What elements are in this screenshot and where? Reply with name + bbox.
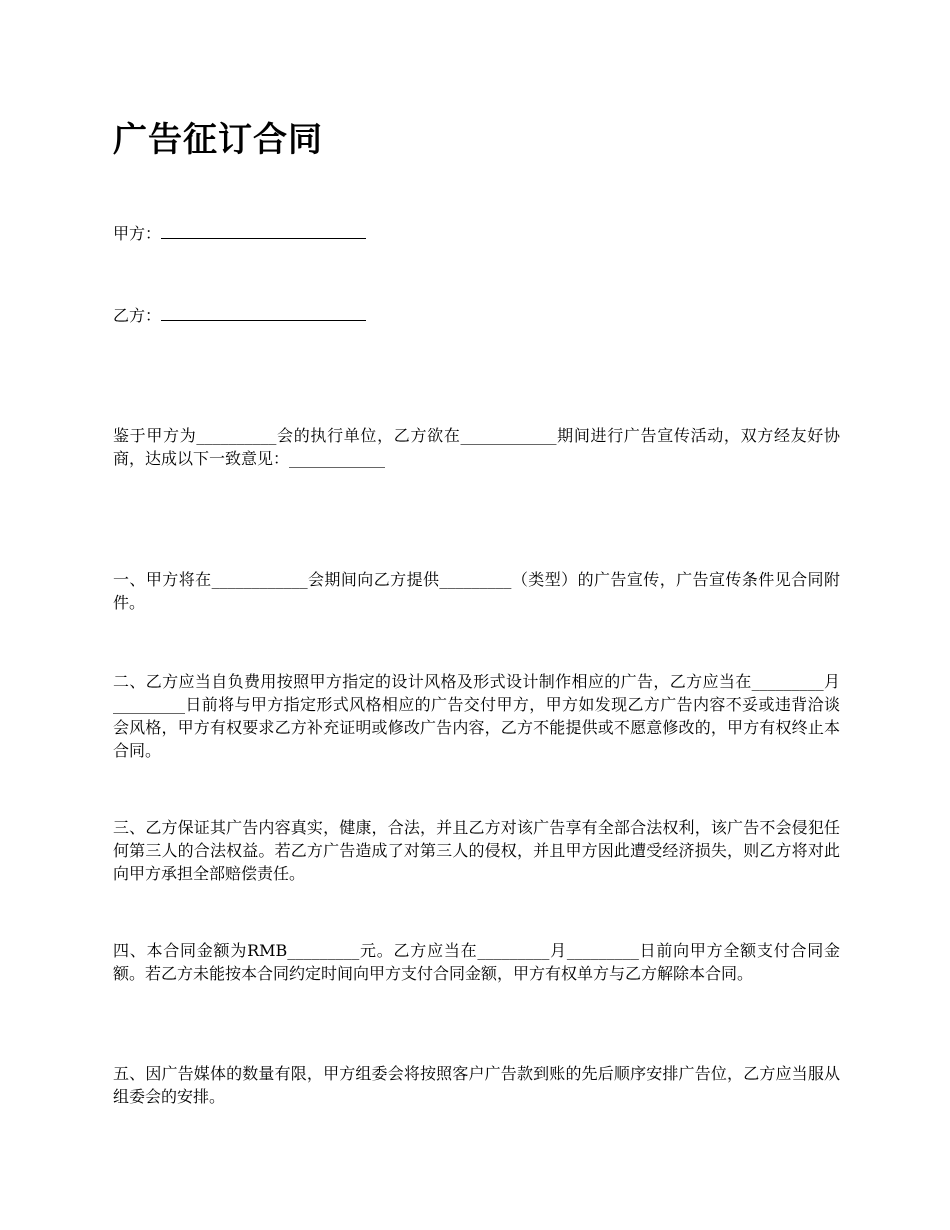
party-a-line xyxy=(113,222,366,245)
party-a-blank xyxy=(161,222,366,239)
party-b-blank xyxy=(161,304,366,321)
clause-5: 五、因广告媒体的数量有限，甲方组委会将按照客户广告款到账的先后顺序安排广告位，乙方应当服从组委会的安排。 xyxy=(113,1064,840,1106)
clause-3: 三、乙方保证其广告内容真实，健康，合法，并且乙方对该广告享有全部合法权利，该广告不会侵犯任何第三人的合法权益。若乙方广告造成了对第三人的侵权，并且甲方因此遭受经济损失，则乙方将对此向甲方承担全部赔偿责任。 xyxy=(113,818,840,883)
preamble-paragraph: 鉴于甲方为__________会的执行单位，乙方欲在____________期间进行广告宣传活动，双方经友好协商，达成以下一致意见：____________ xyxy=(113,426,840,468)
document-title: 广告征订合同 xyxy=(113,120,323,160)
party-b-label: 乙方： xyxy=(113,306,162,325)
clause-1: 一、甲方将在____________会期间向乙方提供_________（类型）的广告宣传，广告宣传条件见合同附件。 xyxy=(113,570,840,612)
clause-4: 四、本合同金额为RMB_________元。乙方应当在_________月_________日前向甲方全额支付合同金额。若乙方未能按本合同约定时间向甲方支付合同金额，甲方有权单方与乙方解除本合同。 xyxy=(113,941,840,983)
party-b-line xyxy=(113,304,366,327)
party-a-label: 甲方： xyxy=(113,224,162,243)
clause-2: 二、乙方应当自负费用按照甲方指定的设计风格及形式设计制作相应的广告，乙方应当在_________月_________日前将与甲方指定形式风格相应的广告交付甲方，甲方如发现乙方广告内容不妥或违背洽谈会风格，甲方有权要求乙方补充证明或修改广告内容，乙方不能提供或不愿意修改的，甲方有权终止本合同。 xyxy=(113,672,840,760)
